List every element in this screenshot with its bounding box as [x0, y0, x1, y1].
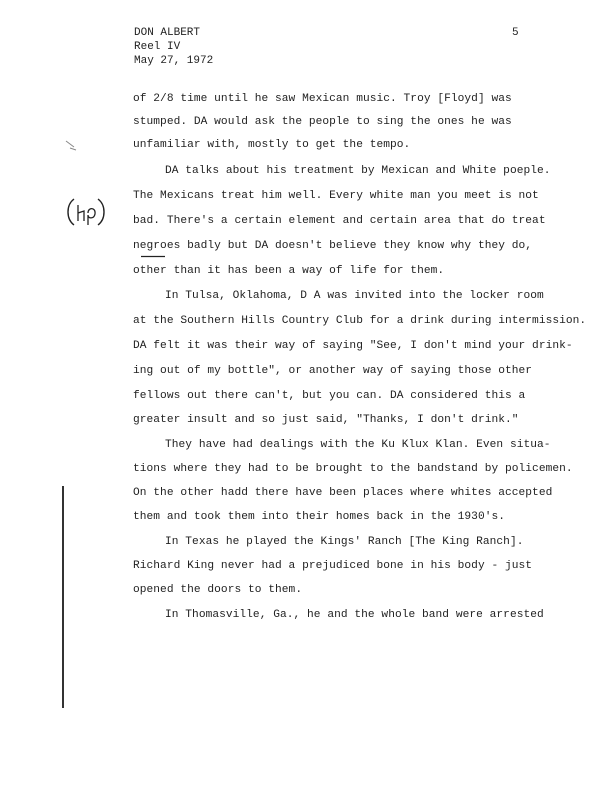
- text-line: other than it has been a way of life for them.: [133, 265, 445, 277]
- text-line: DA talks about his treatment by Mexican and White poeple.: [165, 165, 551, 177]
- text-line: tions where they had to be brought to the bandstand by policemen.: [133, 463, 573, 475]
- text-line: at the Southern Hills Country Club for a drink during intermission.: [133, 315, 587, 327]
- text-line: Richard King never had a prejudiced bone in his body - just: [133, 560, 533, 572]
- text-line: fellows out there can't, but you can. DA considered this a: [133, 390, 526, 402]
- text-line: They have had dealings with the Ku Klux Klan. Even situa-: [165, 439, 551, 451]
- text-line: negroes badly but DA doesn't believe they know why they do,: [133, 240, 533, 252]
- handwritten-margin-note: [64, 193, 108, 229]
- document-header: [134, 26, 213, 68]
- text-line: stumped. DA would ask the people to sing the ones he was: [133, 116, 512, 128]
- header-name: DON ALBERT: [134, 27, 201, 39]
- text-line: In Tulsa, Oklahoma, D A was invited into the locker room: [165, 290, 544, 302]
- text-line: DA felt it was their way of saying "See, I don't mind your drink-: [133, 340, 573, 352]
- text-line: On the other hadd there have been places where whites accepted: [133, 487, 553, 499]
- text-line: bad. There's a certain element and certain area that do treat: [133, 215, 546, 227]
- text-line: The Mexicans treat him well. Every white man you meet is not: [133, 190, 539, 202]
- text-line: of 2/8 time until he saw Mexican music. Troy [Floyd] was: [133, 93, 512, 105]
- text-line: ing out of my bottle", or another way of saying those other: [133, 365, 533, 377]
- header-date: May 27, 1972: [134, 55, 214, 67]
- text-line: greater insult and so just said, "Thanks, I don't drink.": [133, 414, 519, 426]
- handwritten-underline: [141, 255, 165, 258]
- margin-tick-mark: [64, 138, 78, 152]
- text-line: In Texas he played the Kings' Ranch [The King Ranch].: [165, 536, 524, 548]
- header-reel: Reel IV: [134, 41, 181, 53]
- text-line: unfamiliar with, mostly to get the tempo.: [133, 139, 411, 151]
- text-line: In Thomasville, Ga., he and the whole band were arrested: [165, 609, 544, 621]
- text-line: opened the doors to them.: [133, 584, 303, 596]
- page-number: 5: [512, 27, 519, 39]
- margin-vertical-line: [62, 486, 64, 708]
- text-line: them and took them into their homes back in the 1930's.: [133, 511, 505, 523]
